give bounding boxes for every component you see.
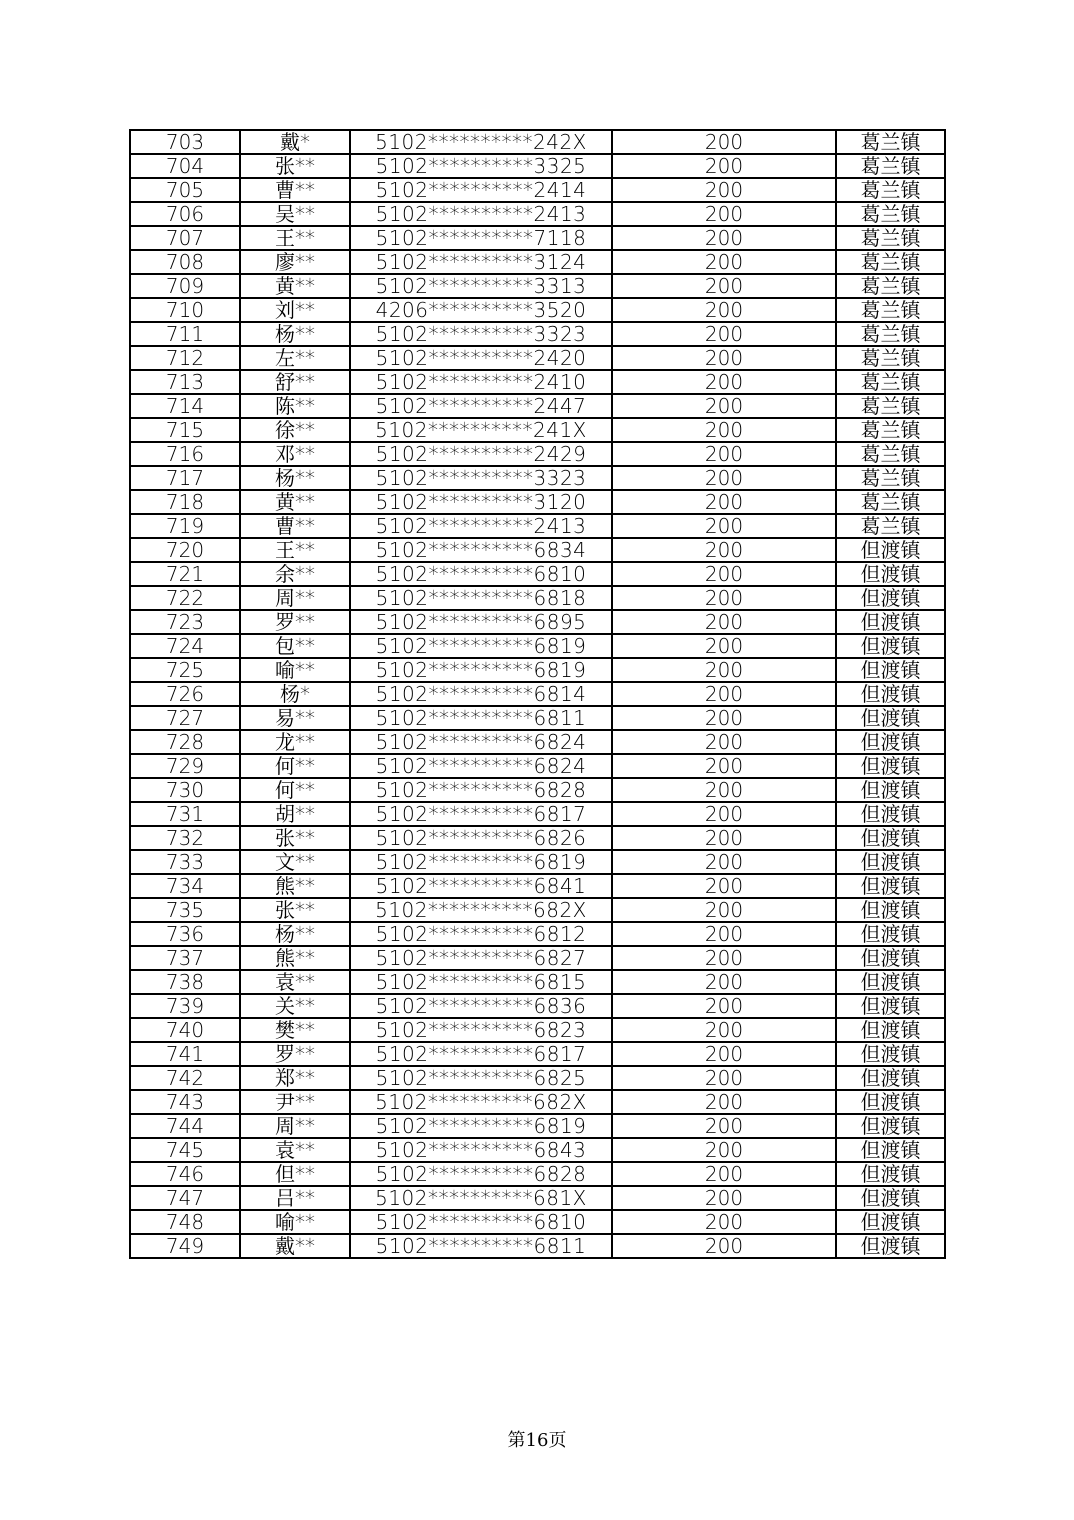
- name-cell: 邓**: [240, 442, 350, 466]
- amount-cell: 200: [612, 466, 836, 490]
- row-number-cell: 743: [130, 1090, 240, 1114]
- amount-cell: 200: [612, 754, 836, 778]
- table-row: [130, 1018, 945, 1042]
- id-number-cell: 5102**********6823: [350, 1018, 612, 1042]
- table-row: [130, 298, 945, 322]
- name-cell: 喻**: [240, 1210, 350, 1234]
- id-number-cell: 5102**********3323: [350, 466, 612, 490]
- town-cell: 但渡镇: [836, 658, 945, 682]
- amount-cell: 200: [612, 1210, 836, 1234]
- name-cell: 吕**: [240, 1186, 350, 1210]
- town-cell: 葛兰镇: [836, 490, 945, 514]
- id-number-cell: 5102**********3120: [350, 490, 612, 514]
- id-number-cell: 5102**********6828: [350, 778, 612, 802]
- name-cell: 杨**: [240, 466, 350, 490]
- row-number-cell: 734: [130, 874, 240, 898]
- table-row: [130, 202, 945, 226]
- town-cell: 但渡镇: [836, 634, 945, 658]
- amount-cell: 200: [612, 682, 836, 706]
- roster-body: [130, 130, 945, 1258]
- amount-cell: 200: [612, 610, 836, 634]
- town-cell: 葛兰镇: [836, 178, 945, 202]
- town-cell: 但渡镇: [836, 874, 945, 898]
- row-number-cell: 721: [130, 562, 240, 586]
- name-cell: 龙**: [240, 730, 350, 754]
- name-cell: 周**: [240, 586, 350, 610]
- id-number-cell: 5102**********3323: [350, 322, 612, 346]
- id-number-cell: 5102**********6824: [350, 754, 612, 778]
- id-number-cell: 5102**********6827: [350, 946, 612, 970]
- row-number-cell: 737: [130, 946, 240, 970]
- town-cell: 葛兰镇: [836, 322, 945, 346]
- id-number-cell: 5102**********242X: [350, 130, 612, 154]
- id-number-cell: 5102**********6810: [350, 1210, 612, 1234]
- amount-cell: 200: [612, 394, 836, 418]
- row-number-cell: 713: [130, 370, 240, 394]
- id-number-cell: 5102**********2447: [350, 394, 612, 418]
- town-cell: 但渡镇: [836, 826, 945, 850]
- amount-cell: 200: [612, 778, 836, 802]
- amount-cell: 200: [612, 658, 836, 682]
- amount-cell: 200: [612, 202, 836, 226]
- name-cell: 戴**: [240, 1234, 350, 1258]
- amount-cell: 200: [612, 922, 836, 946]
- row-number-cell: 736: [130, 922, 240, 946]
- name-cell: 罗**: [240, 1042, 350, 1066]
- table-row: [130, 826, 945, 850]
- name-cell: 曹**: [240, 178, 350, 202]
- name-cell: 张**: [240, 826, 350, 850]
- name-cell: 杨*: [240, 682, 350, 706]
- row-number-cell: 720: [130, 538, 240, 562]
- amount-cell: 200: [612, 850, 836, 874]
- row-number-cell: 723: [130, 610, 240, 634]
- amount-cell: 200: [612, 514, 836, 538]
- id-number-cell: 5102**********2413: [350, 514, 612, 538]
- table-row: [130, 1162, 945, 1186]
- table-row: [130, 538, 945, 562]
- row-number-cell: 716: [130, 442, 240, 466]
- id-number-cell: 5102**********2413: [350, 202, 612, 226]
- roster-table: [129, 129, 946, 1259]
- amount-cell: 200: [612, 1042, 836, 1066]
- name-cell: 王**: [240, 226, 350, 250]
- town-cell: 但渡镇: [836, 1138, 945, 1162]
- id-number-cell: 5102**********3313: [350, 274, 612, 298]
- name-cell: 左**: [240, 346, 350, 370]
- table-row: [130, 970, 945, 994]
- amount-cell: 200: [612, 298, 836, 322]
- town-cell: 葛兰镇: [836, 154, 945, 178]
- row-number-cell: 749: [130, 1234, 240, 1258]
- id-number-cell: 5102**********6824: [350, 730, 612, 754]
- town-cell: 但渡镇: [836, 1186, 945, 1210]
- row-number-cell: 729: [130, 754, 240, 778]
- town-cell: 但渡镇: [836, 970, 945, 994]
- row-number-cell: 710: [130, 298, 240, 322]
- name-cell: 郑**: [240, 1066, 350, 1090]
- amount-cell: 200: [612, 826, 836, 850]
- name-cell: 杨**: [240, 922, 350, 946]
- name-cell: 熊**: [240, 946, 350, 970]
- id-number-cell: 5102**********6817: [350, 1042, 612, 1066]
- name-cell: 廖**: [240, 250, 350, 274]
- name-cell: 尹**: [240, 1090, 350, 1114]
- town-cell: 但渡镇: [836, 850, 945, 874]
- id-number-cell: 5102**********6817: [350, 802, 612, 826]
- table-row: [130, 1210, 945, 1234]
- amount-cell: 200: [612, 1114, 836, 1138]
- row-number-cell: 722: [130, 586, 240, 610]
- name-cell: 易**: [240, 706, 350, 730]
- name-cell: 刘**: [240, 298, 350, 322]
- table-row: [130, 1186, 945, 1210]
- id-number-cell: 5102**********2420: [350, 346, 612, 370]
- town-cell: 但渡镇: [836, 946, 945, 970]
- table-row: [130, 370, 945, 394]
- row-number-cell: 711: [130, 322, 240, 346]
- name-cell: 但**: [240, 1162, 350, 1186]
- id-number-cell: 5102**********6895: [350, 610, 612, 634]
- row-number-cell: 748: [130, 1210, 240, 1234]
- amount-cell: 200: [612, 1138, 836, 1162]
- page-number: 第16页: [507, 1430, 567, 1451]
- amount-cell: 200: [612, 418, 836, 442]
- name-cell: 胡**: [240, 802, 350, 826]
- amount-cell: 200: [612, 946, 836, 970]
- row-number-cell: 746: [130, 1162, 240, 1186]
- table-row: [130, 586, 945, 610]
- table-row: [130, 1042, 945, 1066]
- id-number-cell: 5102**********6841: [350, 874, 612, 898]
- amount-cell: 200: [612, 802, 836, 826]
- town-cell: 葛兰镇: [836, 298, 945, 322]
- amount-cell: 200: [612, 346, 836, 370]
- row-number-cell: 719: [130, 514, 240, 538]
- table-row: [130, 682, 945, 706]
- table-row: [130, 850, 945, 874]
- table-row: [130, 178, 945, 202]
- name-cell: 何**: [240, 778, 350, 802]
- name-cell: 张**: [240, 154, 350, 178]
- name-cell: 张**: [240, 898, 350, 922]
- amount-cell: 200: [612, 1066, 836, 1090]
- town-cell: 葛兰镇: [836, 274, 945, 298]
- town-cell: 但渡镇: [836, 1210, 945, 1234]
- table-row: [130, 418, 945, 442]
- id-number-cell: 5102**********2410: [350, 370, 612, 394]
- id-number-cell: 4206**********3520: [350, 298, 612, 322]
- table-row: [130, 250, 945, 274]
- amount-cell: 200: [612, 1186, 836, 1210]
- row-number-cell: 738: [130, 970, 240, 994]
- table-row: [130, 946, 945, 970]
- id-number-cell: 5102**********6819: [350, 634, 612, 658]
- amount-cell: 200: [612, 1234, 836, 1258]
- row-number-cell: 728: [130, 730, 240, 754]
- amount-cell: 200: [612, 586, 836, 610]
- town-cell: 但渡镇: [836, 610, 945, 634]
- town-cell: 但渡镇: [836, 586, 945, 610]
- name-cell: 陈**: [240, 394, 350, 418]
- name-cell: 熊**: [240, 874, 350, 898]
- id-number-cell: 5102**********2429: [350, 442, 612, 466]
- table-row: [130, 706, 945, 730]
- id-number-cell: 5102**********6812: [350, 922, 612, 946]
- row-number-cell: 745: [130, 1138, 240, 1162]
- table-row: [130, 130, 945, 154]
- table-row: [130, 802, 945, 826]
- row-number-cell: 733: [130, 850, 240, 874]
- town-cell: 葛兰镇: [836, 418, 945, 442]
- town-cell: 葛兰镇: [836, 202, 945, 226]
- name-cell: 吴**: [240, 202, 350, 226]
- town-cell: 但渡镇: [836, 562, 945, 586]
- amount-cell: 200: [612, 274, 836, 298]
- table-row: [130, 994, 945, 1018]
- name-cell: 喻**: [240, 658, 350, 682]
- name-cell: 包**: [240, 634, 350, 658]
- row-number-cell: 706: [130, 202, 240, 226]
- row-number-cell: 715: [130, 418, 240, 442]
- table-row: [130, 1066, 945, 1090]
- id-number-cell: 5102**********2414: [350, 178, 612, 202]
- name-cell: 戴*: [240, 130, 350, 154]
- name-cell: 关**: [240, 994, 350, 1018]
- amount-cell: 200: [612, 178, 836, 202]
- amount-cell: 200: [612, 730, 836, 754]
- town-cell: 但渡镇: [836, 730, 945, 754]
- row-number-cell: 730: [130, 778, 240, 802]
- table-row: [130, 922, 945, 946]
- row-number-cell: 741: [130, 1042, 240, 1066]
- row-number-cell: 747: [130, 1186, 240, 1210]
- town-cell: 葛兰镇: [836, 370, 945, 394]
- town-cell: 但渡镇: [836, 754, 945, 778]
- id-number-cell: 5102**********6825: [350, 1066, 612, 1090]
- amount-cell: 200: [612, 250, 836, 274]
- row-number-cell: 739: [130, 994, 240, 1018]
- name-cell: 袁**: [240, 970, 350, 994]
- name-cell: 袁**: [240, 1138, 350, 1162]
- row-number-cell: 707: [130, 226, 240, 250]
- town-cell: 但渡镇: [836, 1066, 945, 1090]
- id-number-cell: 5102**********6811: [350, 706, 612, 730]
- row-number-cell: 718: [130, 490, 240, 514]
- name-cell: 黄**: [240, 274, 350, 298]
- town-cell: 但渡镇: [836, 994, 945, 1018]
- amount-cell: 200: [612, 226, 836, 250]
- amount-cell: 200: [612, 634, 836, 658]
- id-number-cell: 5102**********241X: [350, 418, 612, 442]
- table-row: [130, 346, 945, 370]
- row-number-cell: 742: [130, 1066, 240, 1090]
- id-number-cell: 5102**********3124: [350, 250, 612, 274]
- table-row: [130, 490, 945, 514]
- town-cell: 葛兰镇: [836, 466, 945, 490]
- amount-cell: 200: [612, 130, 836, 154]
- amount-cell: 200: [612, 370, 836, 394]
- name-cell: 樊**: [240, 1018, 350, 1042]
- table-row: [130, 442, 945, 466]
- id-number-cell: 5102**********681X: [350, 1186, 612, 1210]
- town-cell: 但渡镇: [836, 898, 945, 922]
- id-number-cell: 5102**********6828: [350, 1162, 612, 1186]
- row-number-cell: 724: [130, 634, 240, 658]
- name-cell: 舒**: [240, 370, 350, 394]
- amount-cell: 200: [612, 898, 836, 922]
- row-number-cell: 727: [130, 706, 240, 730]
- row-number-cell: 705: [130, 178, 240, 202]
- table-row: [130, 514, 945, 538]
- amount-cell: 200: [612, 994, 836, 1018]
- row-number-cell: 714: [130, 394, 240, 418]
- row-number-cell: 726: [130, 682, 240, 706]
- row-number-cell: 708: [130, 250, 240, 274]
- town-cell: 葛兰镇: [836, 226, 945, 250]
- amount-cell: 200: [612, 442, 836, 466]
- amount-cell: 200: [612, 562, 836, 586]
- table-row: [130, 658, 945, 682]
- town-cell: 但渡镇: [836, 802, 945, 826]
- id-number-cell: 5102**********6810: [350, 562, 612, 586]
- table-row: [130, 1138, 945, 1162]
- amount-cell: 200: [612, 970, 836, 994]
- table-row: [130, 226, 945, 250]
- town-cell: 葛兰镇: [836, 442, 945, 466]
- town-cell: 但渡镇: [836, 1090, 945, 1114]
- table-row: [130, 634, 945, 658]
- id-number-cell: 5102**********6826: [350, 826, 612, 850]
- id-number-cell: 5102**********3325: [350, 154, 612, 178]
- town-cell: 但渡镇: [836, 922, 945, 946]
- table-row: [130, 610, 945, 634]
- table-row: [130, 466, 945, 490]
- table-row: [130, 274, 945, 298]
- row-number-cell: 740: [130, 1018, 240, 1042]
- table-row: [130, 154, 945, 178]
- amount-cell: 200: [612, 490, 836, 514]
- row-number-cell: 725: [130, 658, 240, 682]
- table-row: [130, 730, 945, 754]
- name-cell: 余**: [240, 562, 350, 586]
- row-number-cell: 704: [130, 154, 240, 178]
- id-number-cell: 5102**********682X: [350, 898, 612, 922]
- town-cell: 但渡镇: [836, 1042, 945, 1066]
- amount-cell: 200: [612, 1018, 836, 1042]
- amount-cell: 200: [612, 154, 836, 178]
- town-cell: 葛兰镇: [836, 250, 945, 274]
- table-row: [130, 754, 945, 778]
- town-cell: 但渡镇: [836, 1234, 945, 1258]
- town-cell: 但渡镇: [836, 682, 945, 706]
- id-number-cell: 5102**********6811: [350, 1234, 612, 1258]
- town-cell: 葛兰镇: [836, 346, 945, 370]
- name-cell: 曹**: [240, 514, 350, 538]
- table-row: [130, 1114, 945, 1138]
- name-cell: 罗**: [240, 610, 350, 634]
- name-cell: 黄**: [240, 490, 350, 514]
- town-cell: 但渡镇: [836, 778, 945, 802]
- name-cell: 何**: [240, 754, 350, 778]
- amount-cell: 200: [612, 1090, 836, 1114]
- amount-cell: 200: [612, 706, 836, 730]
- town-cell: 葛兰镇: [836, 514, 945, 538]
- row-number-cell: 717: [130, 466, 240, 490]
- table-row: [130, 874, 945, 898]
- town-cell: 葛兰镇: [836, 130, 945, 154]
- id-number-cell: 5102**********6836: [350, 994, 612, 1018]
- table-row: [130, 1234, 945, 1258]
- town-cell: 葛兰镇: [836, 394, 945, 418]
- name-cell: 杨**: [240, 322, 350, 346]
- id-number-cell: 5102**********6815: [350, 970, 612, 994]
- town-cell: 但渡镇: [836, 1162, 945, 1186]
- town-cell: 但渡镇: [836, 1114, 945, 1138]
- amount-cell: 200: [612, 538, 836, 562]
- amount-cell: 200: [612, 874, 836, 898]
- id-number-cell: 5102**********7118: [350, 226, 612, 250]
- id-number-cell: 5102**********682X: [350, 1090, 612, 1114]
- row-number-cell: 731: [130, 802, 240, 826]
- amount-cell: 200: [612, 322, 836, 346]
- id-number-cell: 5102**********6818: [350, 586, 612, 610]
- name-cell: 徐**: [240, 418, 350, 442]
- row-number-cell: 744: [130, 1114, 240, 1138]
- town-cell: 但渡镇: [836, 538, 945, 562]
- table-row: [130, 1090, 945, 1114]
- row-number-cell: 703: [130, 130, 240, 154]
- id-number-cell: 5102**********6834: [350, 538, 612, 562]
- table-row: [130, 562, 945, 586]
- amount-cell: 200: [612, 1162, 836, 1186]
- row-number-cell: 712: [130, 346, 240, 370]
- row-number-cell: 709: [130, 274, 240, 298]
- id-number-cell: 5102**********6843: [350, 1138, 612, 1162]
- table-row: [130, 898, 945, 922]
- town-cell: 但渡镇: [836, 1018, 945, 1042]
- id-number-cell: 5102**********6814: [350, 682, 612, 706]
- id-number-cell: 5102**********6819: [350, 658, 612, 682]
- table-row: [130, 778, 945, 802]
- name-cell: 王**: [240, 538, 350, 562]
- id-number-cell: 5102**********6819: [350, 850, 612, 874]
- name-cell: 文**: [240, 850, 350, 874]
- town-cell: 但渡镇: [836, 706, 945, 730]
- id-number-cell: 5102**********6819: [350, 1114, 612, 1138]
- table-row: [130, 394, 945, 418]
- row-number-cell: 735: [130, 898, 240, 922]
- row-number-cell: 732: [130, 826, 240, 850]
- name-cell: 周**: [240, 1114, 350, 1138]
- table-row: [130, 322, 945, 346]
